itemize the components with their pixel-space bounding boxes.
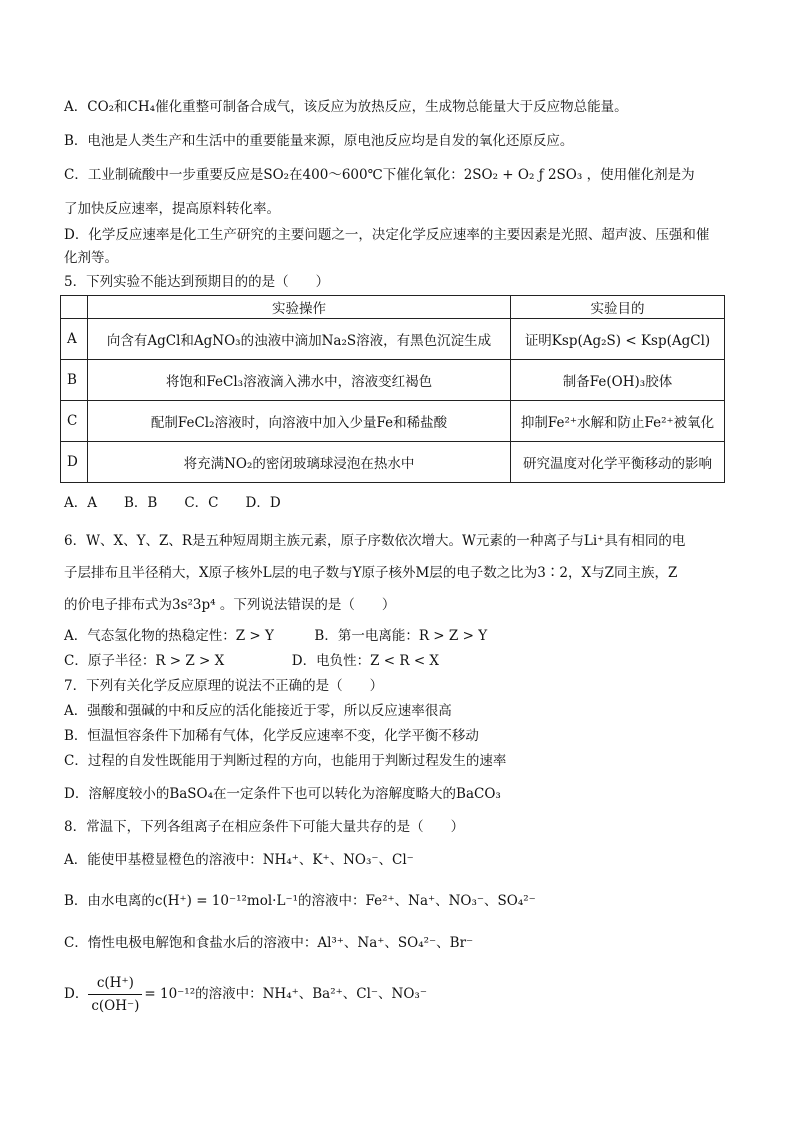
q8-option-a: A．能使甲基橙显橙色的溶液中：NH₄⁺、K⁺、NO₃⁻、Cl⁻ bbox=[64, 852, 414, 868]
q7-option-a: A．强酸和强碱的中和反应的活化能接近于零，所以反应速率很高 bbox=[64, 703, 452, 719]
fraction-denominator: c(OH⁻) bbox=[91, 998, 140, 1014]
q6-stem-line2: 子层排布且半径稍大，X原子核外L层的电子数与Y原子核外M层的电子数之比为3∶2，X与Z同主族，Z bbox=[64, 565, 678, 581]
q8-option-d-fraction bbox=[88, 972, 142, 1017]
header-operation: 实验操作 bbox=[88, 296, 511, 319]
header-goal: 实验目的 bbox=[511, 296, 725, 319]
row-operation: 配制FeCl₂溶液时，向溶液中加入少量Fe和稀盐酸 bbox=[88, 401, 511, 442]
q7-option-c: C．过程的自发性既能用于判断过程的方向，也能用于判断过程发生的速率 bbox=[64, 753, 507, 769]
q8-option-d-rest: = 10⁻¹²的溶液中：NH₄⁺、Ba²⁺、Cl⁻、NO₃⁻ bbox=[144, 986, 427, 1002]
q7-option-d: D．溶解度较小的BaSO₄在一定条件下也可以转化为溶解度略大的BaCO₃ bbox=[64, 786, 501, 802]
header-blank-cell bbox=[61, 296, 88, 319]
q8-stem: 8．常温下，下列各组离子在相应条件下可能大量共存的是（ ） bbox=[64, 819, 465, 835]
q5-options: A．A B．B C．C D．D bbox=[64, 495, 281, 511]
row-operation: 将饱和FeCl₃溶液滴入沸水中，溶液变红褐色 bbox=[88, 360, 511, 401]
q6-stem-line3: 的价电子排布式为3s²3p⁴ 。下列说法错误的是（ ） bbox=[64, 597, 396, 613]
row-label: B bbox=[61, 360, 88, 401]
row-goal: 研究温度对化学平衡移动的影响 bbox=[511, 442, 725, 483]
row-label: A bbox=[61, 319, 88, 360]
q4-option-c-line1: C．工业制硫酸中一步重要反应是SO₂在400～600℃下催化氧化：2SO₂ + O₂ ƒ 2SO₃ ，使用催化剂是为 bbox=[64, 167, 695, 183]
row-operation: 向含有AgCl和AgNO₃的浊液中滴加Na₂S溶液，有黑色沉淀生成 bbox=[88, 319, 511, 360]
fraction-numerator: c(H⁺) bbox=[88, 972, 142, 995]
q4-option-d-line2: 化剂等。 bbox=[64, 250, 118, 266]
q4-option-a: A．CO₂和CH₄催化重整可制备合成气，该反应为放热反应，生成物总能量大于反应物总能量。 bbox=[64, 99, 628, 115]
row-goal: 抑制Fe²⁺水解和防止Fe²⁺被氧化 bbox=[511, 401, 725, 442]
row-goal: 制备Fe(OH)₃胶体 bbox=[511, 360, 725, 401]
table-row bbox=[61, 360, 725, 401]
experiment-table bbox=[60, 295, 725, 483]
q6-stem-line1: 6．W、X、Y、Z、R是五种短周期主族元素，原子序数依次增大。W元素的一种离子与Li⁺具有相同的电 bbox=[64, 533, 686, 549]
q8-option-c: C．惰性电极电解饱和食盐水后的溶液中：Al³⁺、Na⁺、SO₄²⁻、Br⁻ bbox=[64, 935, 474, 951]
table-header-row bbox=[61, 296, 725, 319]
q4-option-b: B．电池是人类生产和生活中的重要能量来源，原电池反应均是自发的氧化还原反应。 bbox=[64, 133, 574, 149]
row-operation: 将充满NO₂的密闭玻璃球浸泡在热水中 bbox=[88, 442, 511, 483]
q5-stem: 5．下列实验不能达到预期目的的是（ ） bbox=[64, 274, 330, 290]
q7-option-b: B．恒温恒容条件下加稀有气体，化学反应速率不变，化学平衡不移动 bbox=[64, 728, 479, 744]
q6-options-ab: A．气态氢化物的热稳定性：Z > Y B．第一电离能：R > Z > Y bbox=[64, 628, 488, 644]
q4-option-c-line2: 了加快反应速率，提高原料转化率。 bbox=[64, 201, 280, 217]
table-row bbox=[61, 442, 725, 483]
row-label: C bbox=[61, 401, 88, 442]
table-row bbox=[61, 319, 725, 360]
q4-option-d-line1: D．化学反应速率是化工生产研究的主要问题之一，决定化学反应速率的主要因素是光照、超声波、压强和催 bbox=[64, 227, 710, 243]
q8-option-d bbox=[64, 972, 427, 1017]
q8-option-b: B．由水电离的c(H⁺) = 10⁻¹²mol·L⁻¹的溶液中：Fe²⁺、Na⁺、NO₃⁻、SO₄²⁻ bbox=[64, 893, 536, 909]
q6-options-cd: C．原子半径：R > Z > X D．电负性：Z < R < X bbox=[64, 653, 440, 669]
q8-option-d-prefix: D． bbox=[64, 986, 89, 1002]
q7-stem: 7．下列有关化学反应原理的说法不正确的是（ ） bbox=[64, 678, 384, 694]
row-label: D bbox=[61, 442, 88, 483]
table-row bbox=[61, 401, 725, 442]
row-goal: 证明Ksp(Ag₂S) < Ksp(AgCl) bbox=[511, 319, 725, 360]
